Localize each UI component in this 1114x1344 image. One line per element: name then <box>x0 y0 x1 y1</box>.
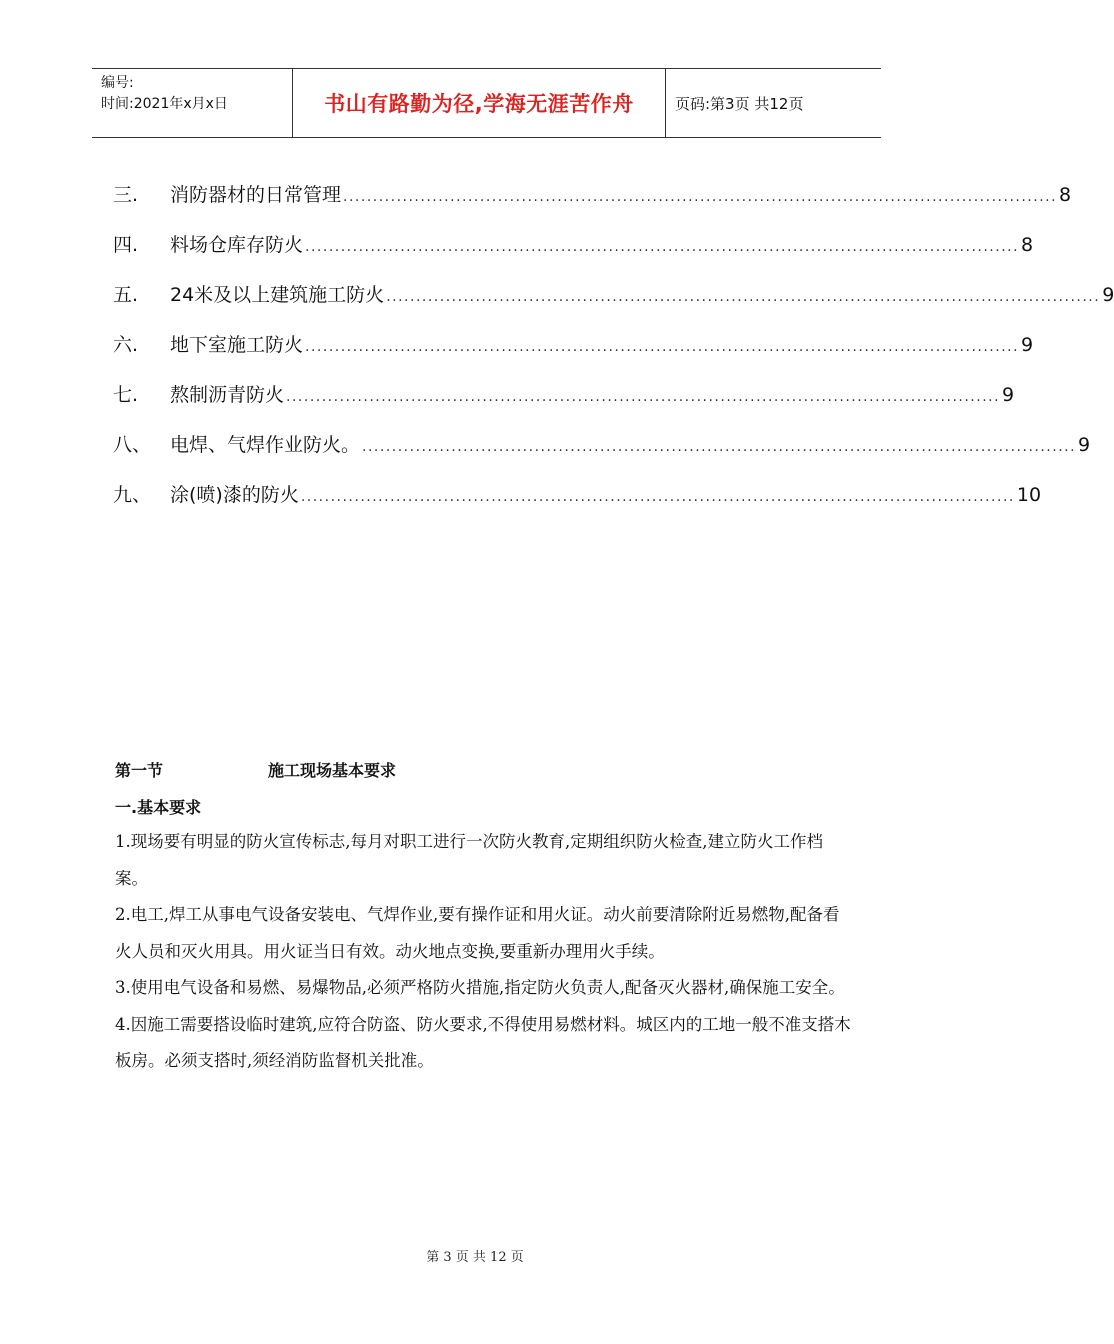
toc-entry[interactable] <box>113 380 1015 430</box>
header-page-label: 页码:第3页 共12页 <box>675 94 804 113</box>
section-label: 第一节 <box>115 761 164 780</box>
toc-entry[interactable] <box>113 230 1034 280</box>
toc-title: 电焊、气焊作业防火。 <box>170 434 361 456</box>
paragraph: 4.因施工需要搭设临时建筑,应符合防盗、防火要求,不得使用易燃材料。城区内的工地一般不准支搭木板房。必须支搭时,须经消防监督机关批准。 <box>115 1014 851 1070</box>
toc-number: 八、 <box>113 434 152 456</box>
toc-leader-dots: ........................................................................................................................ <box>300 489 1015 505</box>
section-heading <box>115 758 397 781</box>
toc-title: 24米及以上建筑施工防火 <box>170 284 385 306</box>
toc-number: 四. <box>113 234 139 256</box>
toc-title: 涂(喷)漆的防火 <box>170 484 299 506</box>
paragraph: 3.使用电气设备和易燃、易爆物品,必须严格防火措施,指定防火负责人,配备灭火器材,确保施工安全。 <box>115 978 845 997</box>
time-label: 时间:2021年x月x日 <box>101 96 228 112</box>
toc-title: 熬制沥青防火 <box>170 384 285 406</box>
section-title: 施工现场基本要求 <box>268 761 397 780</box>
toc-page-number: 10 <box>1016 484 1042 506</box>
header-motto: 书山有路勤为径,学海无涯苦作舟 <box>293 69 666 137</box>
toc-leader-dots: ........................................................................................................................ <box>362 439 1077 455</box>
toc-entry[interactable] <box>113 330 1034 380</box>
toc-leader-dots: ........................................................................................................................ <box>343 189 1058 205</box>
number-label: 编号: <box>101 75 134 91</box>
toc-page-number: 8 <box>1059 184 1072 206</box>
table-of-contents <box>113 180 1114 530</box>
page-footer: 第 3 页 共 12 页 <box>426 1250 524 1265</box>
toc-leader-dots: ........................................................................................................................ <box>305 239 1020 255</box>
toc-page-number: 9 <box>1102 284 1114 306</box>
paragraph: 2.电工,焊工从事电气设备安装电、气焊作业,要有操作证和用火证。动火前要清除附近易燃物,配备看火人员和灭火用具。用火证当日有效。动火地点变换,要重新办理用火手续。 <box>115 905 840 961</box>
paragraph: 1.现场要有明显的防火宣传标志,每月对职工进行一次防火教育,定期组织防火检查,建立防火工作档案。 <box>115 832 823 888</box>
toc-entry[interactable] <box>113 280 1114 330</box>
toc-entry[interactable] <box>113 480 1042 530</box>
toc-title: 消防器材的日常管理 <box>170 184 342 206</box>
toc-page-number: 9 <box>1002 384 1015 406</box>
toc-title: 地下室施工防火 <box>170 334 304 356</box>
toc-leader-dots: ........................................................................................................................ <box>386 289 1101 305</box>
body-text <box>115 824 855 1080</box>
toc-page-number: 9 <box>1078 434 1091 456</box>
toc-number: 七. <box>113 384 139 406</box>
header-meta <box>92 69 293 137</box>
toc-number: 六. <box>113 334 139 356</box>
toc-page-number: 8 <box>1021 234 1034 256</box>
toc-leader-dots: ........................................................................................................................ <box>286 389 1001 405</box>
subsection-heading: 一.基本要求 <box>115 798 202 817</box>
toc-number: 三. <box>113 184 139 206</box>
toc-entry[interactable] <box>113 430 1091 480</box>
toc-number: 五. <box>113 284 139 306</box>
toc-leader-dots: ........................................................................................................................ <box>305 339 1020 355</box>
toc-title: 料场仓库存防火 <box>170 234 304 256</box>
page-header <box>92 68 881 138</box>
toc-entry[interactable] <box>113 180 1072 230</box>
toc-number: 九、 <box>113 484 152 506</box>
toc-page-number: 9 <box>1021 334 1034 356</box>
